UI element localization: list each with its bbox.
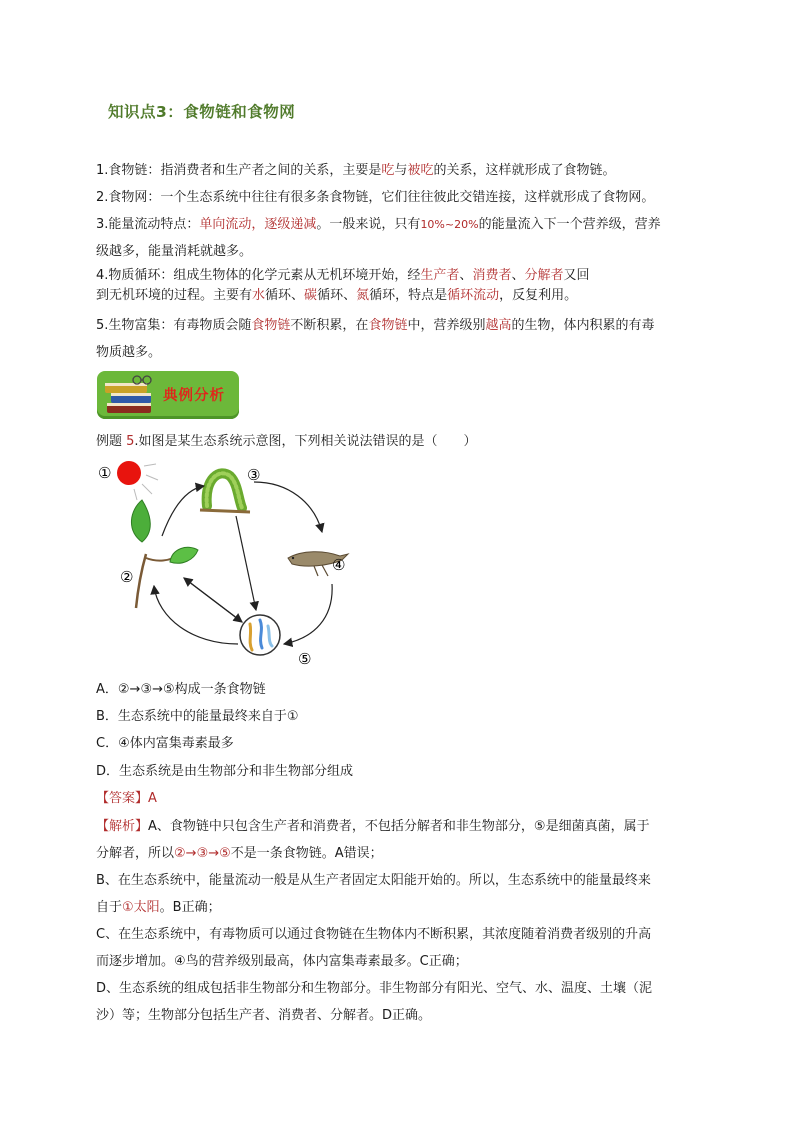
books-icon: [103, 373, 159, 417]
example-text: .如图是某生态系统示意图，下列相关说法错误的是（ ）: [134, 434, 477, 449]
point-3-text: 。一般来说，只有: [316, 217, 421, 232]
point-1-text: 与: [394, 163, 408, 178]
analysis-c: [96, 921, 700, 975]
point-4-text: 循环、: [317, 288, 357, 303]
option-b: B．生态系统中的能量最终来自于①: [96, 709, 299, 724]
microbe-icon: [240, 615, 280, 655]
analysis-text: 。B正确；: [159, 900, 221, 915]
point-4-key: 氮: [356, 288, 370, 303]
plant-icon: [131, 500, 198, 608]
example-analysis-badge: [97, 371, 239, 419]
diagram-label-1: ①: [98, 464, 112, 482]
point-4-key: 消费者: [472, 268, 512, 283]
analysis-text: D、生态系统的组成包括非生物部分和生物部分。非生物部分有阳光、空气、水、温度、土壤（泥: [96, 981, 653, 996]
point-4-text: 到无机环境的过程。主要有: [96, 288, 253, 303]
point-5-text: 中，营养级别: [407, 318, 486, 333]
analysis-key: ②→③→⑤: [174, 846, 231, 861]
point-4-key: 碳: [304, 288, 318, 303]
answer-line: [96, 787, 157, 806]
point-3-key: 10%~20%: [420, 218, 479, 231]
analysis-text: 自于: [96, 900, 123, 915]
analysis-text: C、在生态系统中，有毒物质可以通过食物链在生物体内不断积累，其浓度随着消费者级别的升高: [96, 927, 652, 942]
point-4-key: 循环流动: [447, 288, 500, 303]
example-number: 5: [126, 434, 135, 449]
option-a: A．②→③→⑤构成一条食物链: [96, 682, 266, 697]
analysis-text: 沙）等；生物部分包括生产者、消费者、分解者。D正确。: [96, 1008, 432, 1023]
point-1-text: 的关系，这样就形成了食物链。: [433, 163, 616, 178]
point-3-text: 3.能量流动特点：: [96, 217, 200, 232]
answer-value: A: [148, 791, 157, 806]
point-4-text: 4.物质循环：组成生物体的化学元素从无机环境开始，经: [96, 268, 421, 283]
analysis-text: A、食物链中只包含生产者和消费者，不包括分解者和非生物部分，⑤是细菌真菌，属于: [148, 819, 650, 834]
diagram-label-3: ③: [247, 466, 261, 484]
diagram-label-4: ④: [332, 556, 346, 574]
point-5-text: 物质越多。: [96, 345, 162, 360]
point-4-text: 循环、: [265, 288, 305, 303]
badge-label: 典例分析: [163, 388, 225, 404]
analysis-text: 分解者，所以: [96, 846, 175, 861]
point-1-text: 1.食物链：指消费者和生产者之间的关系，主要是: [96, 163, 382, 178]
point-5-text: 不断积累，在: [290, 318, 369, 333]
example-prefix: 例题: [96, 434, 127, 449]
point-3-text: 的能量流入下一个营养级，营养: [478, 217, 661, 232]
diagram-label-2: ②: [120, 568, 134, 586]
point-1-key: 被吃: [407, 163, 434, 178]
point-5-key: 越高: [485, 318, 512, 333]
analysis-block: [96, 813, 700, 1029]
point-4-text: 、: [459, 268, 473, 283]
caterpillar-icon: [200, 473, 250, 512]
point-1: [96, 157, 700, 184]
example-question: [96, 430, 477, 449]
point-3: [96, 211, 700, 265]
point-4-key: 水: [252, 288, 266, 303]
option-d: D．生态系统是由生物部分和非生物部分组成: [96, 764, 354, 779]
diagram-label-5: ⑤: [298, 650, 312, 668]
point-4-text: 循环，特点是: [369, 288, 448, 303]
point-5-text: 的生物，体内积累的有毒: [511, 318, 655, 333]
point-5-key: 食物链: [251, 318, 291, 333]
point-4-text: ，反复利用。: [499, 288, 578, 303]
point-4-key: 生产者: [420, 268, 460, 283]
sun-icon: [117, 461, 158, 500]
point-3-key: 单向流动，逐级递减: [199, 217, 317, 232]
point-5-text: 5.生物富集：有毒物质会随: [96, 318, 252, 333]
analysis-text: 而逐步增加。④鸟的营养级别最高，体内富集毒素最多。C正确；: [96, 954, 468, 969]
point-1-key: 吃: [381, 163, 395, 178]
point-5-key: 食物链: [368, 318, 408, 333]
analysis-d: [96, 975, 700, 1029]
answer-tag: 【答案】: [96, 791, 149, 806]
point-3-text: 级越多，能量消耗就越多。: [96, 244, 253, 259]
analysis-tag: 【解析】: [96, 819, 149, 834]
point-4-text: 又回: [563, 268, 590, 283]
analysis-a: [96, 813, 700, 867]
point-4: [96, 266, 700, 306]
analysis-b: [96, 867, 700, 921]
analysis-text: 不是一条食物链。A错误；: [230, 846, 383, 861]
point-4-key: 分解者: [524, 268, 564, 283]
ecosystem-diagram: [92, 458, 362, 678]
point-4-text: 、: [511, 268, 525, 283]
analysis-key: ①太阳: [122, 900, 160, 915]
point-2: 2.食物网：一个生态系统中往往有很多条食物链，它们往往彼此交错连接，这样就形成了食物网。: [96, 190, 655, 205]
option-c: C．④体内富集毒素最多: [96, 736, 234, 751]
point-5: [96, 312, 700, 366]
analysis-text: B、在生态系统中，能量流动一般是从生产者固定太阳能开始的。所以，生态系统中的能量最终来: [96, 873, 651, 888]
section-heading: 知识点3：食物链和食物网: [108, 103, 296, 121]
